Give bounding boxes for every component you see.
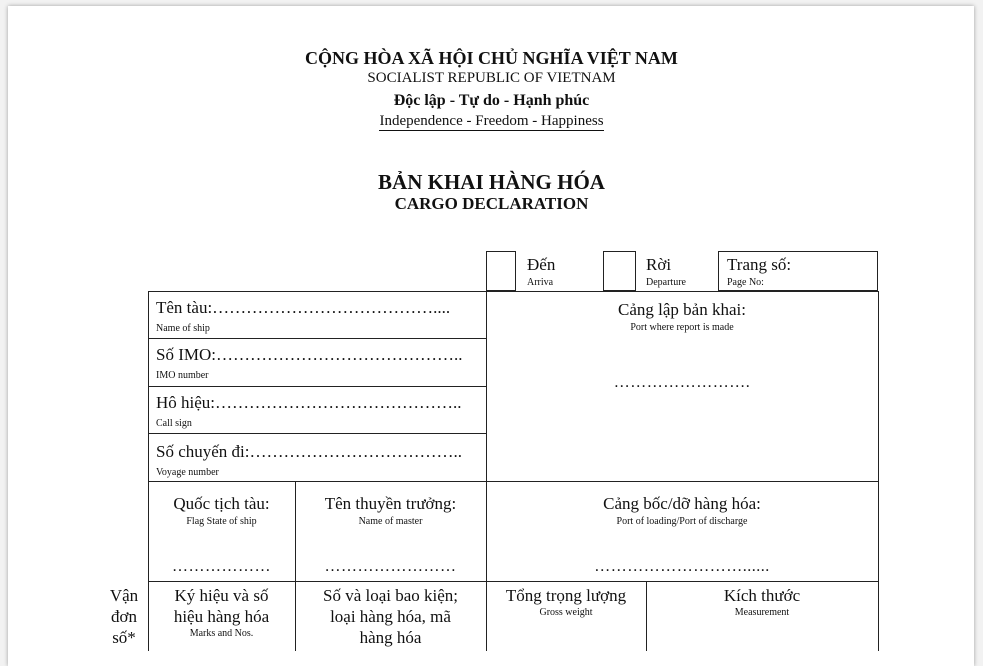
- table-right-border: [878, 291, 879, 651]
- arrival-checkbox[interactable]: [486, 251, 516, 291]
- row-divider-2: [148, 386, 486, 387]
- port-loading-label: Cảng bốc/dỡ hàng hóa:: [603, 494, 761, 513]
- flag-state-label: Quốc tịch tàu:: [173, 494, 270, 513]
- master-name-label: Tên thuyền trưởng:: [324, 494, 457, 513]
- flag-state-label-en: Flag State of ship: [186, 516, 257, 527]
- departure-label: Rời: [646, 255, 672, 274]
- motto-en-text: Independence - Freedom - Happiness: [379, 113, 604, 129]
- port-loading-label-en: Port of loading/Port of discharge: [616, 516, 748, 527]
- ship-name-label-en: Name of ship: [156, 323, 210, 334]
- form-title-vn: BẢN KHAI HÀNG HÓA: [378, 170, 605, 194]
- port-report-field[interactable]: …………………….: [613, 374, 751, 391]
- page-number-label: Trang số:: [727, 255, 792, 274]
- port-report-label: Cảng lập bản khai:: [618, 300, 746, 319]
- page-number-label-en: Page No:: [727, 277, 764, 288]
- table-top-border: [148, 291, 879, 292]
- master-name-label-en: Name of master: [358, 516, 423, 527]
- arrival-label: Đến: [527, 255, 556, 274]
- motto-en: [0, 113, 983, 130]
- row-divider-5: [148, 581, 879, 582]
- arrival-label-en: Arriva: [527, 277, 554, 288]
- packages-header-3: hàng hóa: [359, 628, 422, 647]
- country-name-en: SOCIALIST REPUBLIC OF VIETNAM: [367, 70, 616, 86]
- marks-header-en: Marks and Nos.: [189, 628, 254, 639]
- marks-header-1: Ký hiệu và số: [174, 586, 269, 605]
- flag-state-field[interactable]: ………………: [172, 558, 271, 575]
- port-loading-field[interactable]: ………………………......: [594, 558, 770, 575]
- bl-number-header-2: đơn: [111, 607, 137, 626]
- master-name-field[interactable]: ……………………: [324, 558, 457, 575]
- measurement-header-en: Measurement: [734, 607, 790, 618]
- packages-header-2: loại hàng hóa, mã: [330, 607, 451, 626]
- gross-weight-header-en: Gross weight: [539, 607, 593, 618]
- imo-number-label-en: IMO number: [156, 370, 209, 381]
- country-name-vn: CỘNG HÒA XÃ HỘI CHỦ NGHĨA VIỆT NAM: [305, 48, 678, 68]
- form-title-en: CARGO DECLARATION: [394, 194, 589, 213]
- call-sign-label-en: Call sign: [156, 418, 192, 429]
- voyage-number-label-en: Voyage number: [156, 467, 219, 478]
- port-report-label-en: Port where report is made: [630, 322, 734, 333]
- packages-header-1: Số và loại bao kiện;: [322, 586, 459, 605]
- voyage-number-field[interactable]: Số chuyến đi:………………………………..: [156, 442, 462, 461]
- departure-checkbox[interactable]: [603, 251, 636, 291]
- bl-number-header-1: Vận: [109, 586, 139, 605]
- ship-name-field[interactable]: Tên tàu:…………………………………....: [156, 298, 451, 317]
- departure-label-en: Departure: [646, 277, 686, 288]
- imo-number-field[interactable]: Số IMO:……………………………………..: [156, 345, 463, 364]
- marks-header-2: hiệu hàng hóa: [173, 607, 270, 626]
- row-divider-3: [148, 433, 486, 434]
- measurement-header: Kích thước: [723, 586, 801, 605]
- row-divider-1: [148, 338, 486, 339]
- row-divider-4: [148, 481, 879, 482]
- bl-number-header-3: số*: [112, 628, 136, 647]
- call-sign-field[interactable]: Hô hiệu:……………………………………..: [156, 393, 462, 412]
- motto-vn: Độc lập - Tự do - Hạnh phúc: [393, 92, 590, 109]
- gross-weight-header: Tổng trọng lượng: [505, 586, 627, 605]
